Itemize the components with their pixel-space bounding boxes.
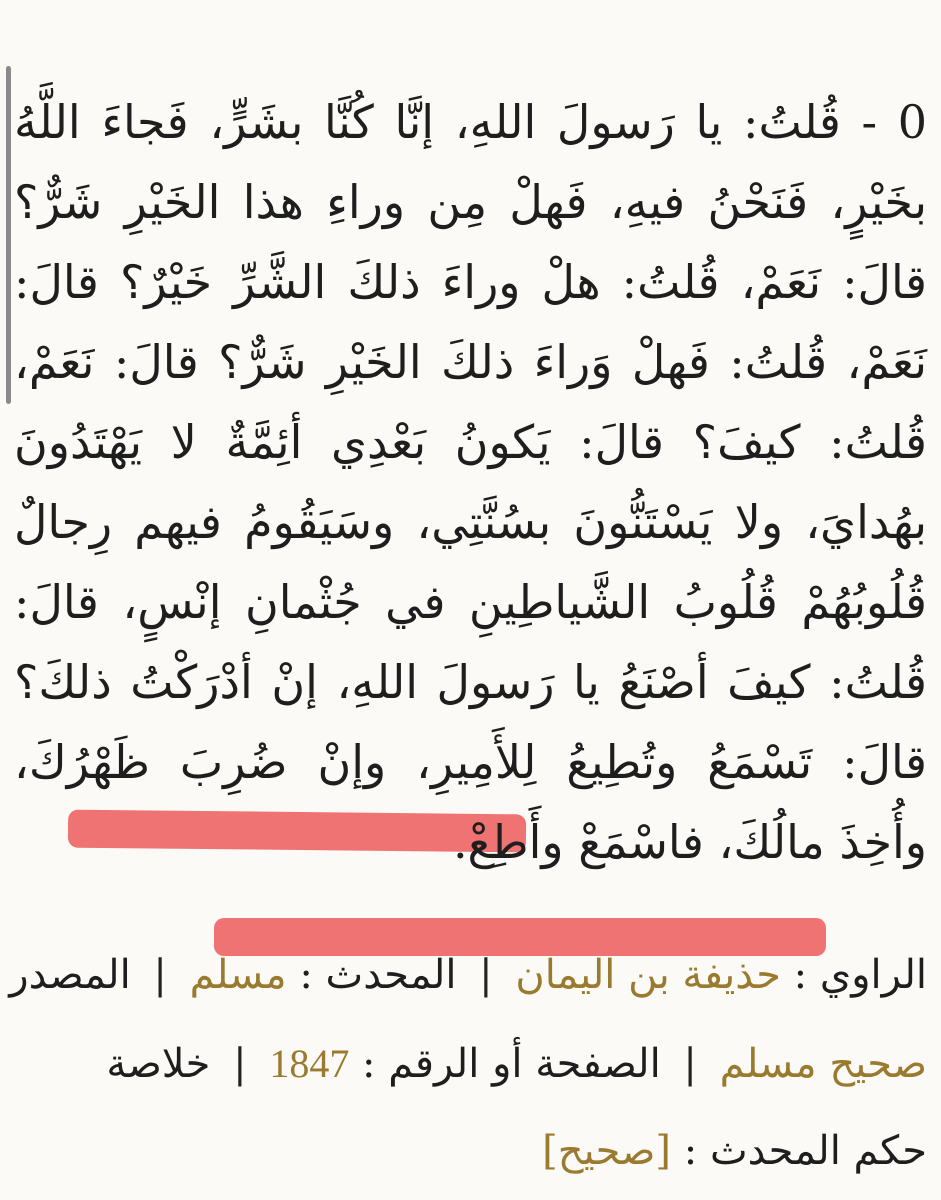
hadith-text: 0 - قُلتُ: يا رَسولَ اللهِ، إنَّا كُنَّا بشَرٍّ، فَجاءَ اللَّهُ بخَيْرٍ، فَنَحْنُ فيهِ، فَهلْ مِن وراءِ هذا الخَيْرِ شَرٌّ؟ قالَ: نَعَمْ، قُلتُ: هلْ وراءَ ذلكَ الشَّرِّ خَيْرٌ؟ قالَ: نَعَمْ، قُلتُ: فَهلْ وَراءَ ذلكَ الخَيْرِ شَرٌّ؟ قالَ: نَعَمْ، قُلتُ: كيفَ؟ قالَ: يَكونُ بَعْدِي أئِمَّةٌ لا يَهْتَدُونَ بهُدايَ، ولا يَسْتَنُّونَ بسُنَّتِي، وسَيَقُومُ فيهم رِجالٌ قُلُوبُهُمْ قُلُوبُ الشَّياطِينِ في جُثْمانِ إنْسٍ، قالَ: قُلتُ: كيفَ أصْنَعُ يا رَسولَ اللهِ، إنْ أدْرَكْتُ ذلكَ؟ قالَ: تَسْمَعُ وتُطِيعُ لِلأَمِيرِ، وإنْ ضُرِبَ ظَهْرُكَ، وأُخِذَ مالُكَ، فاسْمَعْ وأَطِعْ.	[14, 95, 927, 869]
page-number: 1847	[269, 1041, 350, 1086]
narrator-label: الراوي	[819, 952, 927, 998]
summary-label-part-1: خلاصة	[106, 1041, 211, 1087]
source-label: المصدر	[9, 952, 131, 998]
grade-value: صحيح	[557, 1128, 656, 1174]
meta-line-source: صحيح مسلم | الصفحة أو الرقم : 1847 | خلاصة	[106, 1041, 927, 1087]
summary-label-part-2: حكم المحدث	[709, 1128, 927, 1174]
narrator-link[interactable]: حذيفة بن اليمان	[515, 952, 781, 998]
meta-line-narrator: الراوي : حذيفة بن اليمان | المحدث : مسلم | المصدر	[9, 952, 927, 998]
muhaddith-label: المحدث	[325, 952, 457, 998]
highlight-mark-2	[214, 918, 826, 956]
scrollbar[interactable]	[6, 66, 11, 404]
page-label: الصفحة أو الرقم	[388, 1041, 661, 1087]
muhaddith-link[interactable]: مسلم	[189, 952, 287, 998]
meta-line-grade: حكم المحدث : [صحيح]	[542, 1128, 927, 1174]
source-link[interactable]: صحيح مسلم	[719, 1041, 927, 1087]
